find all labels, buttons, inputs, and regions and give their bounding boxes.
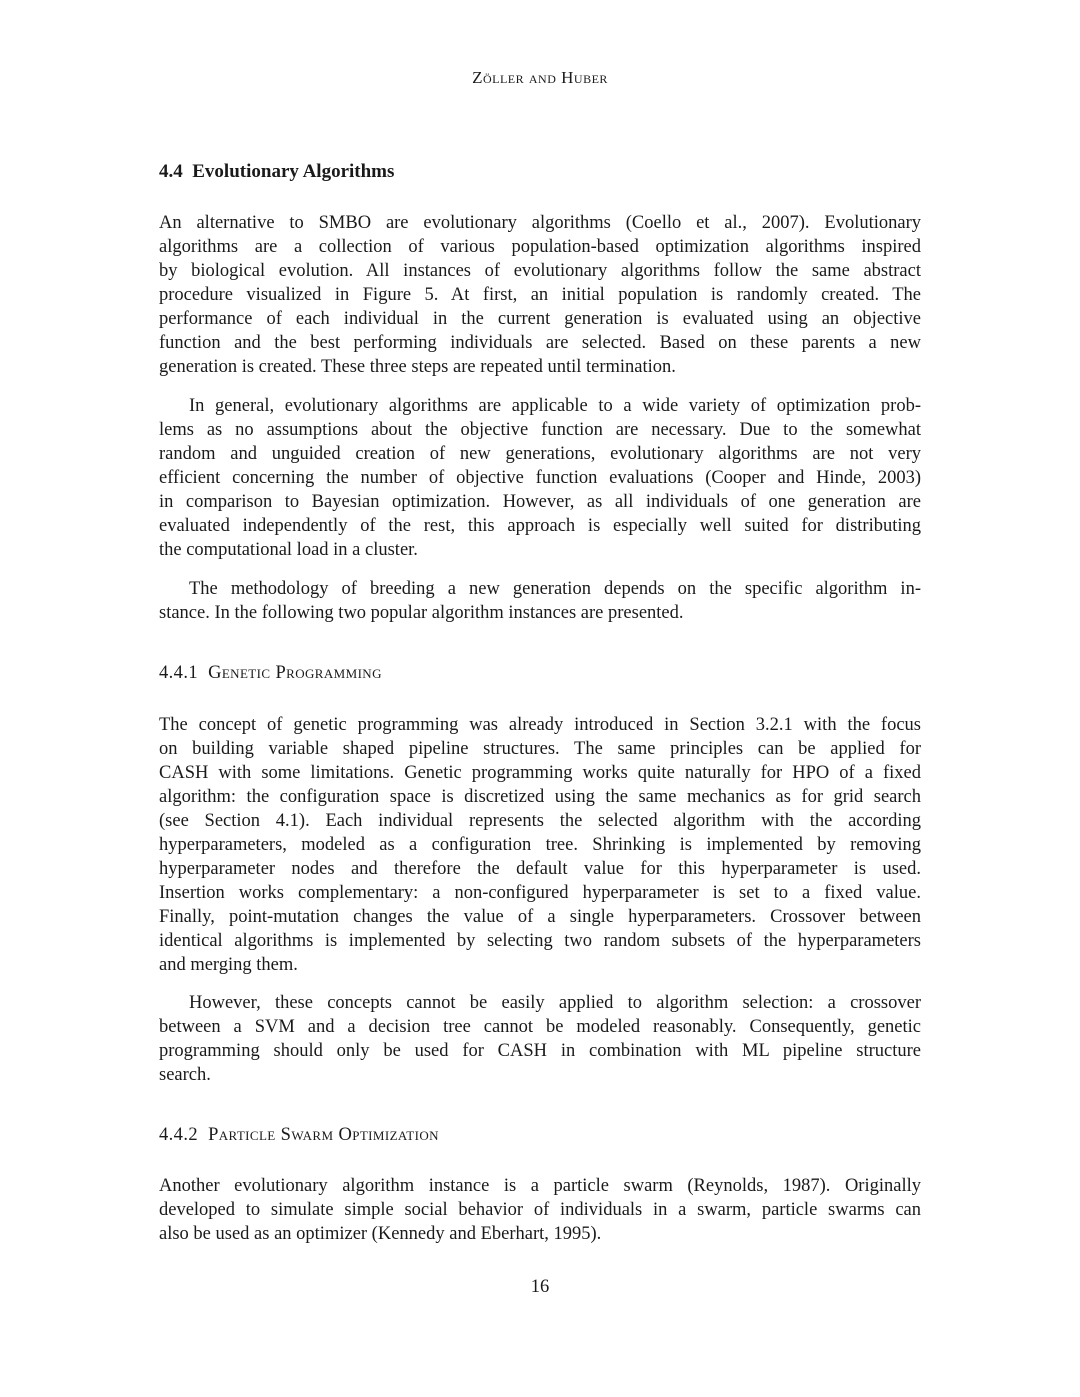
text-line: function and the best performing individuals are selected. Based on these parents a new xyxy=(159,333,921,353)
text-line: CASH with some limitations. Genetic programming works quite naturally for HPO of a fixed xyxy=(159,763,921,783)
subsection-title: Particle Swarm Optimization xyxy=(208,1125,439,1145)
text-line: identical algorithms is implemented by selecting two random subsets of the hyperparameters xyxy=(159,931,921,951)
text-line: random and unguided creation of new generations, evolutionary algorithms are not very xyxy=(159,444,921,464)
subsection-number: 4.4.1 xyxy=(159,663,198,683)
text-line: efficient concerning the number of objective function evaluations (Cooper and Hinde, 2003) xyxy=(159,468,921,488)
text-line: However, these concepts cannot be easily applied to algorithm selection: a crossover xyxy=(189,993,921,1013)
text-line: also be used as an optimizer (Kennedy and Eberhart, 1995). xyxy=(159,1224,602,1244)
section-heading xyxy=(159,161,921,183)
text-line: The concept of genetic programming was already introduced in Section 3.2.1 with the focus xyxy=(159,715,921,735)
text-line: hyperparameters, modeled as a configuration tree. Shrinking is implemented by removing xyxy=(159,835,921,855)
text-line: algorithms are a collection of various population-based optimization algorithms inspired xyxy=(159,237,921,257)
text-line: developed to simulate simple social behavior of individuals in a swarm, particle swarms can xyxy=(159,1200,921,1220)
text-line: An alternative to SMBO are evolutionary algorithms (Coello et al., 2007). Evolutionary xyxy=(159,213,921,233)
text-line: (see Section 4.1). Each individual represents the selected algorithm with the according xyxy=(159,811,921,831)
text-line: procedure visualized in Figure 5. At first, an initial population is randomly created. The xyxy=(159,285,921,305)
text-line: The methodology of breeding a new generation depends on the specific algorithm in- xyxy=(189,579,921,599)
subsection-title: Genetic Programming xyxy=(208,663,382,683)
section-number: 4.4 xyxy=(159,161,183,182)
text-line: stance. In the following two popular algorithm instances are presented. xyxy=(159,603,684,623)
text-line: Finally, point-mutation changes the value of a single hyperparameters. Crossover between xyxy=(159,907,921,927)
text-line: algorithm: the configuration space is discretized using the same mechanics as for grid search xyxy=(159,787,921,807)
text-line: Another evolutionary algorithm instance is a particle swarm (Reynolds, 1987). Originally xyxy=(159,1176,921,1196)
text-line: generation is created. These three steps are repeated until termination. xyxy=(159,357,676,377)
text-line: by biological evolution. All instances of evolutionary algorithms follow the same abstract xyxy=(159,261,921,281)
text-line: on building variable shaped pipeline structures. The same principles can be applied for xyxy=(159,739,921,759)
text-line: programming should only be used for CASH in combination with ML pipeline structure xyxy=(159,1041,921,1061)
text-line: search. xyxy=(159,1065,211,1085)
subsection-heading-particle-swarm xyxy=(159,1125,921,1146)
paragraph xyxy=(159,991,921,1087)
text-line: between a SVM and a decision tree cannot be modeled reasonably. Consequently, genetic xyxy=(159,1017,921,1037)
text-line: Insertion works complementary: a non-configured hyperparameter is set to a fixed value. xyxy=(159,883,921,903)
subsection-heading-genetic-programming xyxy=(159,663,921,684)
page-number: 16 xyxy=(530,1277,550,1297)
paragraph xyxy=(159,211,921,379)
text-line: in comparison to Bayesian optimization. However, as all individuals of one generation are xyxy=(159,492,921,512)
text-line: performance of each individual in the current generation is evaluated using an objective xyxy=(159,309,921,329)
text-line: evaluated independently of the rest, this approach is especially well suited for distributing xyxy=(159,516,921,536)
text-line: the computational load in a cluster. xyxy=(159,540,418,560)
text-line: lems as no assumptions about the objective function are necessary. Due to the somewhat xyxy=(159,420,921,440)
paragraph xyxy=(159,577,921,625)
running-header: Zöller and Huber xyxy=(472,68,608,87)
text-line: hyperparameter nodes and therefore the default value for this hyperparameter is used. xyxy=(159,859,921,879)
section-title: Evolutionary Algorithms xyxy=(192,161,395,182)
text-line: and merging them. xyxy=(159,955,298,975)
subsection-number: 4.4.2 xyxy=(159,1125,198,1145)
paragraph xyxy=(159,713,921,977)
paragraph xyxy=(159,394,921,562)
paragraph xyxy=(159,1174,921,1246)
text-line: In general, evolutionary algorithms are applicable to a wide variety of optimization prob- xyxy=(189,396,921,416)
